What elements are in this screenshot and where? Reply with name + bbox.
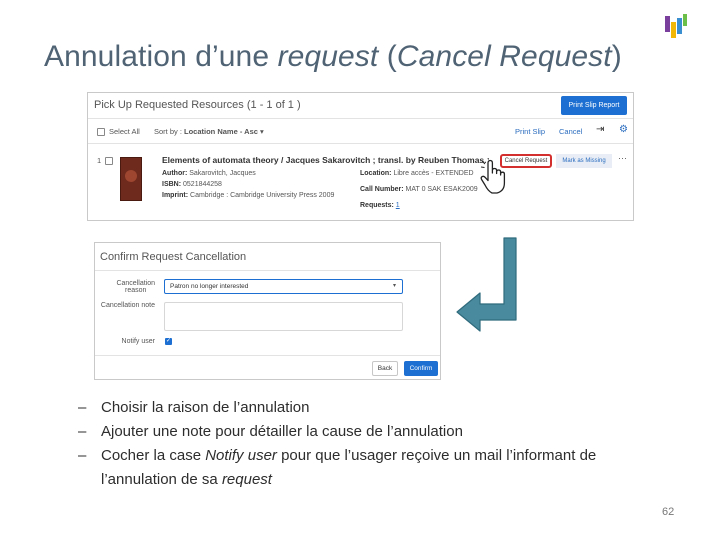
bullet-dash: – (78, 423, 87, 440)
select-all-label: Select All (109, 127, 140, 136)
sort-by-dropdown[interactable]: Sort by : Location Name - Asc ▾ (154, 127, 264, 136)
bullet-item (78, 444, 668, 492)
bullet-item (78, 396, 668, 420)
bullet-dash: – (78, 447, 87, 464)
record-imprint: Imprint: Cambridge : Cambridge University Press 2009 (162, 192, 335, 199)
notify-user-checkbox[interactable]: ✓ (165, 338, 172, 344)
row-checkbox[interactable] (105, 157, 113, 165)
footer-divider (95, 355, 440, 356)
cancellation-reason-label: Cancellation reason (116, 280, 155, 294)
gear-icon[interactable]: ⚙ (619, 124, 628, 135)
instructions-list (78, 396, 668, 492)
record-call-number: Call Number: MAT 0 SAK ESAK2009 (360, 186, 478, 193)
cancellation-reason-select[interactable] (164, 279, 403, 294)
back-button[interactable]: Back (372, 361, 398, 376)
record-author: Author: Sakarovitch, Jacques (162, 170, 256, 177)
record-title[interactable]: Elements of automata theory / Jacques Sakarovitch ; transl. by Reuben Thomas. (162, 155, 487, 165)
print-slip-link[interactable]: Print Slip (515, 127, 546, 136)
print-slip-report-button[interactable]: Print Slip Report (561, 96, 627, 115)
record-requests: Requests: 1 (360, 202, 400, 209)
cancel-request-button[interactable]: Cancel Request (500, 154, 552, 168)
confirm-cancellation-dialog (94, 242, 441, 380)
record-location: Location: Libre accès - EXTENDED (360, 170, 474, 177)
more-actions-icon[interactable]: ··· (618, 153, 627, 163)
arrow-icon (454, 236, 524, 332)
logo-icon (664, 14, 688, 40)
record-isbn: ISBN: 0521844258 (162, 181, 222, 188)
confirm-button[interactable]: Confirm (404, 361, 438, 376)
cancellation-note-textarea[interactable] (164, 302, 403, 331)
bullet-text: Ajouter une note pour détailler la cause de l’annulation (101, 423, 463, 440)
select-all-checkbox[interactable] (97, 128, 105, 136)
pickup-requests-panel (87, 92, 634, 221)
row-number: 1 (97, 156, 102, 165)
slide-title: Annulation d’une request (Cancel Request) (44, 40, 622, 73)
bullet-text: Choisir la raison de l’annulation (101, 399, 310, 416)
book-cover-thumbnail (120, 157, 142, 201)
bullet-dash: – (78, 399, 87, 416)
cancellation-note-label: Cancellation note (100, 302, 155, 309)
reason-value: Patron no longer interested (170, 283, 249, 290)
dialog-title: Confirm Request Cancellation (100, 251, 247, 263)
panel-header (88, 93, 633, 119)
export-icon[interactable]: ⇥ (596, 124, 605, 135)
bullet-text: Cocher la case Notify user pour que l’usager reçoive un mail l’informant de l’annulation de sa request (101, 447, 597, 488)
toolbar (88, 120, 633, 144)
bullet-item (78, 420, 668, 444)
hand-pointer-icon (479, 158, 509, 196)
cancel-link[interactable]: Cancel (559, 127, 583, 136)
page-number: 62 (662, 506, 675, 518)
notify-user-label: Notify user (121, 338, 155, 345)
mark-as-missing-button[interactable]: Mark as Missing (556, 154, 612, 168)
panel-title: Pick Up Requested Resources (1 - 1 of 1 ) (94, 99, 301, 111)
dropdown-caret-icon: ▾ (392, 283, 396, 289)
divider (95, 270, 440, 271)
